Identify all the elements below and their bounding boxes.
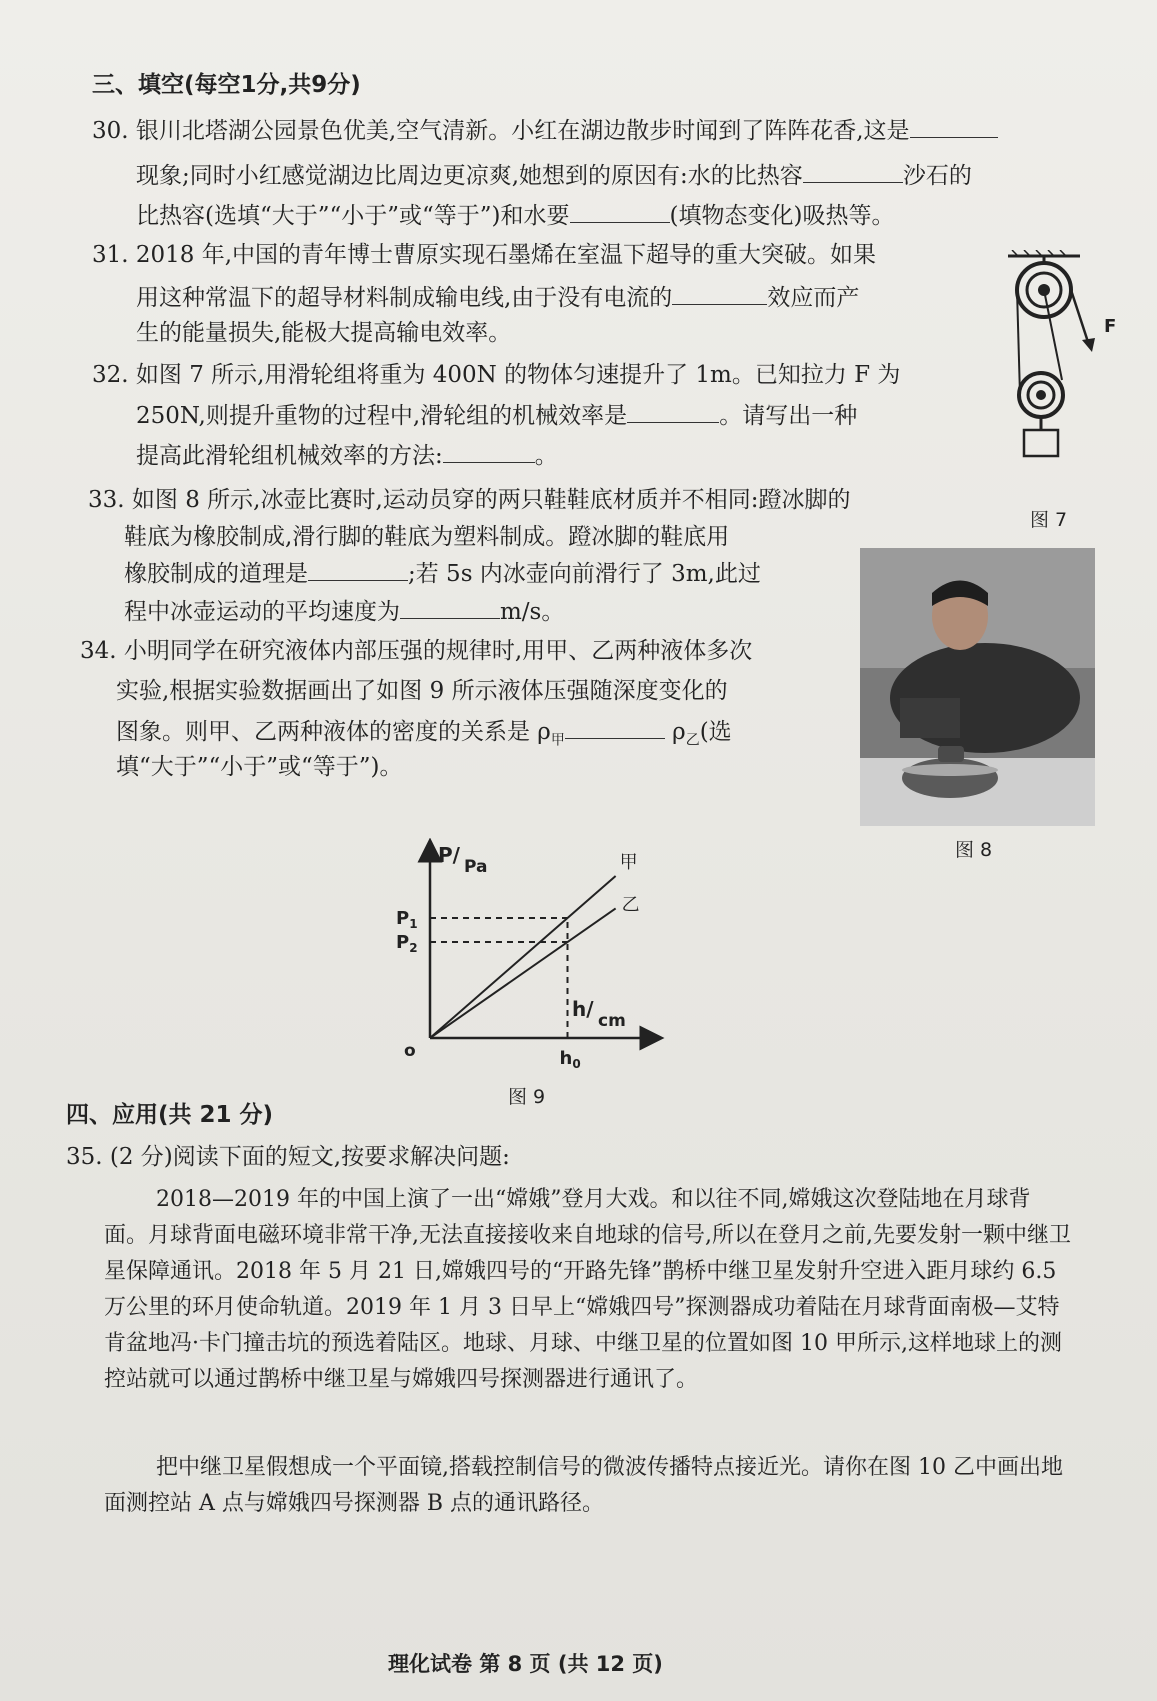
q31-line1: 31. 2018 年,中国的青年博士曹原实现石墨烯在室温下超导的重大突破。如果	[92, 242, 877, 268]
q32-text-3a: 提高此滑轮组机械效率的方法:	[136, 443, 443, 469]
figure-8-curling-photo	[860, 548, 1095, 826]
q30-line1	[92, 115, 998, 146]
q33-blank-2[interactable]	[400, 596, 500, 619]
q34-blank-1[interactable]	[565, 716, 665, 739]
q30-text-1: 30. 银川北塔湖公园景色优美,空气清新。小红在湖边散步时闻到了阵阵花香,这是	[92, 118, 910, 144]
curling-illustration	[860, 548, 1095, 826]
q32-line3	[136, 440, 558, 471]
fig9-caption: 图 9	[508, 1086, 546, 1108]
q32-line2	[136, 400, 857, 431]
figure-9-chart	[390, 838, 690, 1078]
q34-sub-jia: 甲	[550, 732, 565, 749]
q32-text-2b: 。请写出一种	[719, 403, 858, 429]
q31-line2	[136, 282, 859, 313]
q32-text-3b: 。	[534, 443, 558, 469]
q33-line1: 33. 如图 8 所示,冰壶比赛时,运动员穿的两只鞋鞋底材质并不相同:蹬冰脚的	[88, 487, 851, 513]
q30-text-2a: 现象;同时小红感觉湖边比周边更凉爽,她想到的原因有:水的比热容	[136, 163, 803, 189]
y-axis-label: P/	[438, 843, 460, 867]
q32-line1: 32. 如图 7 所示,用滑轮组将重为 400N 的物体匀速提升了 1m。已知拉力 F 为	[92, 362, 901, 388]
q30-blank-2[interactable]	[803, 160, 903, 183]
x-axis-label: h/	[572, 997, 594, 1021]
p2-label-sub: 2	[409, 941, 418, 955]
q34-text-3b: ρ	[672, 719, 686, 745]
q34-line2: 实验,根据实验数据画出了如图 9 所示液体压强随深度变化的	[116, 678, 728, 704]
fig8-caption: 图 8	[955, 839, 993, 861]
q33-line4	[124, 596, 564, 627]
origin-label: o	[404, 1041, 416, 1061]
movable-pulley	[1019, 373, 1063, 430]
p1-label-sub: 1	[409, 917, 418, 931]
q33-text-3a: 橡胶制成的道理是	[124, 561, 308, 587]
page-footer: 理化试卷 第 8 页 (共 12 页)	[388, 1652, 663, 1676]
h0-label	[560, 1048, 581, 1071]
q30-blank-3[interactable]	[570, 200, 670, 223]
q34-text-3a: 图象。则甲、乙两种液体的密度的关系是 ρ	[116, 719, 551, 745]
q32-blank-1[interactable]	[627, 400, 719, 423]
x-axis-unit: cm	[598, 1011, 626, 1031]
p1-label-main: P	[396, 908, 410, 929]
fig7-force-label: F	[1104, 316, 1117, 337]
fig7-caption: 图 7	[1030, 509, 1068, 531]
q30-line3	[136, 200, 894, 231]
h0-label-main: h	[559, 1048, 573, 1069]
q33-text-3b: ;若 5s 内冰壶向前滑行了 3m,此过	[408, 561, 761, 587]
q33-text-4b: m/s。	[500, 599, 565, 625]
q31-blank-1[interactable]	[672, 282, 767, 305]
q34-line1: 34. 小明同学在研究液体内部压强的规律时,用甲、乙两种液体多次	[80, 638, 753, 664]
p1-label	[396, 908, 418, 931]
q31-line3: 生的能量损失,能极大提高输电效率。	[136, 320, 512, 346]
q33-line2: 鞋底为橡胶制成,滑行脚的鞋底为塑料制成。蹬冰脚的鞋底用	[124, 524, 730, 550]
q30-text-3a: 比热容(选填“大于”“小于”或“等于”)和水要	[136, 203, 570, 229]
series-yi-label: 乙	[621, 894, 640, 916]
q35-passage: 2018—2019 年的中国上演了一出“嫦娥”登月大戏。和以往不同,嫦娥这次登陆地在月球背面。月球背面电磁环境非常干净,无法直接接收来自地球的信号,所以在登月之前,先要发射一颗中继卫星保障通讯。2018 年 5 月 21 日,嫦娥四号的“开路先锋”鹊桥中继卫星发射升空进入距月球约 6.5 万公里的环月使命轨道。2019 年 1 月 3 日早上“嫦娥四号”探测器成功着陆在月球背面南极—艾特肯盆地冯·卡门撞击坑的预选着陆区。地球、月球、中继卫星的位置如图 10 甲所示,这样地球上的测控站就可以通过鹊桥中继卫星与嫦娥四号探测器进行通讯了。	[104, 1187, 1071, 1392]
section-3-title: 三、填空(每空1分,共9分)	[92, 72, 361, 98]
q35-intro: 35. (2 分)阅读下面的短文,按要求解决问题:	[66, 1144, 510, 1170]
force-arrow	[1082, 338, 1095, 352]
q32-text-2a: 250N,则提升重物的过程中,滑轮组的机械效率是	[136, 403, 628, 429]
q33-line3	[124, 558, 761, 589]
q31-text-2b: 效应而产	[767, 285, 860, 311]
figure-7-pulley	[1000, 250, 1120, 500]
y-axis-unit: Pa	[464, 857, 488, 877]
q30-text-3b: (填物态变化)吸热等。	[669, 203, 895, 229]
series-jia-label: 甲	[619, 852, 638, 873]
q34-line3	[116, 716, 732, 756]
q34-sub-yi: 乙	[685, 732, 700, 749]
section-4-title: 四、应用(共 21 分)	[66, 1102, 274, 1128]
p2-label-main: P	[396, 932, 410, 953]
q30-blank-1[interactable]	[910, 115, 998, 138]
h0-label-sub: 0	[572, 1057, 581, 1071]
q34-line4: 填“大于”“小于”或“等于”)。	[116, 754, 403, 780]
q31-text-2a: 用这种常温下的超导材料制成输电线,由于没有电流的	[136, 285, 673, 311]
q33-text-4a: 程中冰壶运动的平均速度为	[124, 599, 400, 625]
q30-line2	[136, 160, 972, 191]
load-block	[1024, 430, 1058, 456]
q33-blank-1[interactable]	[308, 558, 408, 581]
p2-label	[396, 932, 418, 955]
q32-blank-2[interactable]	[443, 440, 535, 463]
q35-task: 把中继卫星假想成一个平面镜,搭载控制信号的微波传播特点接近光。请你在图 10 乙中画出地面测控站 A 点与嫦娥四号探测器 B 点的通讯路径。	[104, 1455, 1063, 1516]
q34-text-3c: (选	[699, 719, 732, 745]
q30-text-2b: 沙石的	[902, 163, 972, 189]
